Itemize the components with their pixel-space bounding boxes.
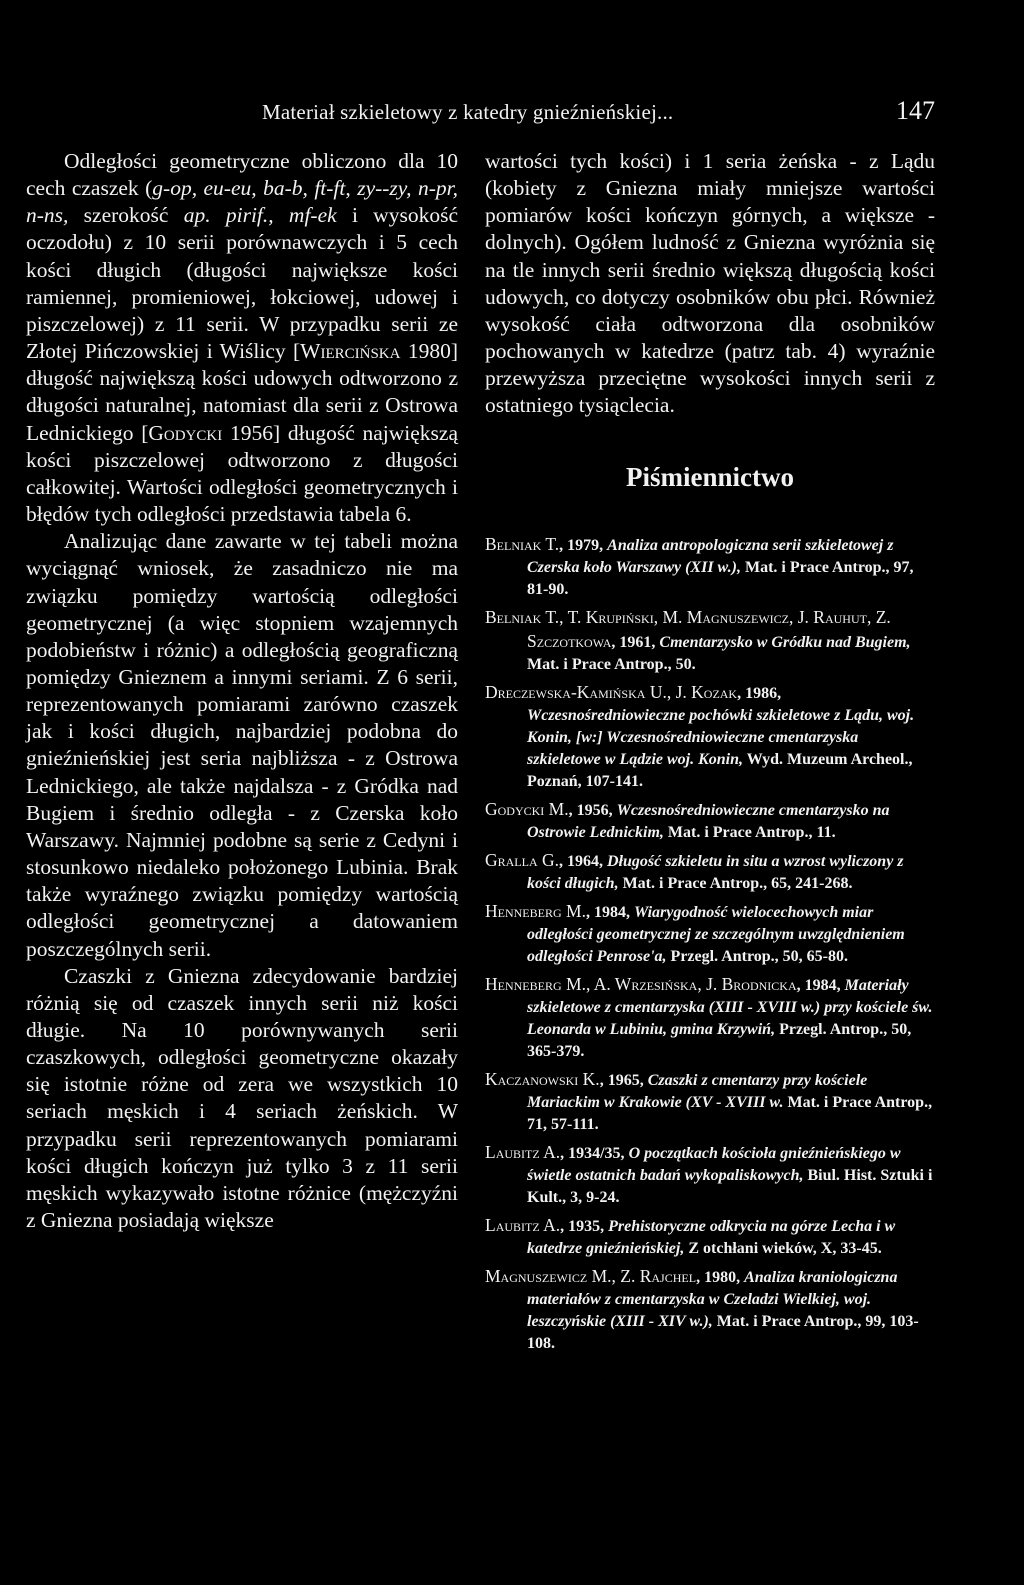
reference-rest: Mat. i Prace Antrop., 11. [663,823,836,841]
right-column [485,148,935,1360]
section-heading: Piśmiennictwo [626,461,794,492]
reference-year: , 1934/35, [560,1144,629,1162]
body-paragraph-continued: wartości tych kości) i 1 seria żeńska - z Lądu (kobiety z Gniezna miały mniejsze wartości pomiarów kości kończyn górnych, a większe - dolnych). Ogółem ludność z Gniezna wyróżnia się na tle innych serii średnio większą długością kości udowych, co dotyczy osobników obu płci. Również wysokość ciała odtworzona dla osobników pochowanych w katedrze (patrz tab. 4) wyraźnie przewyższa przeciętne wysokości innych serii z ostatniego tysiąclecia. [485,149,935,418]
reference-entry [485,1214,935,1260]
reference-title: Długość szkieletu in situ a wzrost wyliczony z kości długich, [527,852,904,892]
reference-entry [485,900,935,968]
reference-year: , 1980, [696,1268,745,1286]
reference-author: Dreczewska-Kamińska U., J. Kozak [485,681,738,702]
reference-rest: Mat. i Prace Antrop., 71, 57-111. [527,1093,933,1133]
reference-year: , 1961, [611,633,660,651]
reference-title: Materiały szkieletowe z cmentarzyska (XIII - XVIII w.) przy kościele św. Leonarda w Lubiniu, gmina Krzywiń, [527,976,933,1038]
reference-rest: Przegl. Antrop., 50, 65-80. [666,947,849,965]
reference-rest: Biul. Hist. Sztuki i Kult., 3, 9-24. [527,1166,933,1206]
reference-author: Henneberg M. [485,900,586,921]
page-number: 147 [896,96,935,125]
reference-title: Analiza kraniologiczna materiałów z cmentarzyska w Czeladzi Wielkiej, woj. leszczyńskie (XIII - XIV w.), [527,1268,898,1330]
reference-year: , 1986, [737,684,782,702]
reference-year: , 1984, [796,976,845,994]
reference-rest: Mat. i Prace Antrop., 50. [527,655,696,673]
reference-rest: Mat. i Prace Antrop., 65, 241-268. [618,874,853,892]
reference-entry [485,849,935,895]
reference-year: , 1964, [559,852,608,870]
reference-entry [485,798,935,844]
reference-author: Godycki M. [485,798,569,819]
reference-entry [485,1068,935,1136]
reference-author: Gralla G. [485,849,560,870]
reference-entry [485,681,935,793]
reference-year: , 1935, [560,1217,609,1235]
reference-author: Belniak T. [485,533,560,554]
left-column [26,148,458,1234]
reference-title: Analiza antropologiczna serii szkieletowej z Czerska koło Warszawy (XII w.), [527,536,894,576]
reference-title: Cmentarzysko w Gródku nad Bugiem, [659,633,911,651]
reference-entry [485,973,935,1063]
reference-title: Wczesnośredniowieczne cmentarzysko na Ostrowie Lednickim, [527,801,890,841]
reference-title: Czaszki z cmentarzy przy kościele Mariackim w Krakowie (XV - XVIII w. [527,1071,868,1111]
reference-author: Laubitz A. [485,1214,561,1235]
reference-title: Wczesnośredniowieczne pochówki szkieletowe z Lądu, woj. Konin, [w:] Wczesnośredniowieczne cmentarzyska szkieletowe w Lądzie woj. Konin, [527,706,915,768]
reference-rest: Przegl. Antrop., 50, 365-379. [527,1020,912,1060]
reference-rest: Mat. i Prace Antrop., 97, 81-90. [527,558,914,598]
body-paragraph-3: Czaszki z Gniezna zdecydowanie bardziej różnią się od czaszek innych serii niż kości długie. Na 10 porównywanych serii czaszkowych, odległości geometryczne okazały się istotnie różne od zera we wszystkich 10 seriach męskich i 4 seriach żeńskich. W przypadku serii reprezentowanych pomiarami kości długich kończyn już tylko 3 z 11 serii męskich wykazywało istotne różnice (mężczyźni z Gniezna posiadają większe [26,963,458,1233]
reference-rest: Mat. i Prace Antrop., 99, 103-108. [527,1312,919,1352]
reference-author: Kaczanowski K. [485,1068,600,1089]
reference-title: O początkach kościoła gnieźnieńskiego w świetle ostatnich badań wykopaliskowych, [527,1144,901,1184]
reference-year: , 1979, [559,536,608,554]
page-header [262,96,935,130]
body-paragraph-1: Odległości geometryczne obliczono dla 10 cech czaszek (g-op, eu-eu, ba-b, ft-ft, zy--zy, n-pr, n-ns, szerokość ap. pirif., mf-ek i wysokość oczodołu) z 10 serii porównawczych i 5 cech kości długich (długości największe kości ramiennej, promieniowej, łokciowej, udowej i piszczelowej) z 11 serii. W przypadku serii ze Złotej Pińczowskiej i Wiślicy [Wiercińska 1980] długość największą kości udowych odtworzono z długości naturalnej, natomiast dla serii z Ostrowa Lednickiego [Godycki 1956] długość największą kości piszczelowej odtworzono z długości całkowitej. Wartości odległości geometrycznych i błędów tych odległości przedstawia tabela 6. [26,149,458,527]
reference-author: Laubitz A. [485,1141,561,1162]
reference-entry [485,606,935,676]
reference-title: Prehistoryczne odkrycia na górze Lecha i w katedrze gnieźnieńskiej, [527,1217,896,1257]
reference-rest: Z otchłani wieków, X, 33-45. [684,1239,882,1257]
reference-author: Henneberg M., A. Wrzesińska, J. Brodnicka [485,973,797,994]
reference-author: Belniak T., T. Krupiński, M. Magnuszewicz, J. Rauhut, Z. Szczotkowa [485,606,891,651]
reference-year: , 1965, [599,1071,648,1089]
reference-list [485,533,935,1355]
reference-entry [485,533,935,601]
body-paragraph-2: Analizując dane zawarte w tej tabeli można wyciągnąć wniosek, że zasadniczo nie ma związku pomiędzy wartością odległości geometrycznej (a więc stopniem wzajemnych podobieństw i różnic) a odległością geograficzną pomiędzy Gnieznem a innymi seriami. Z 6 serii, reprezentowanych pomiarami zarówno czaszek jak i kości długich, najbardziej podobna do gnieźnieńskiej jest seria najbliższa - z Ostrowa Lednickiego, ale także najdalsza - z Gródka nad Bugiem i średnio odległa - z Czerska koło Warszawy. Najmniej podobne są serie z Cedyni i stosunkowo niedaleko położonego Lubinia. Brak także wyraźnego związku pomiędzy wartością odległości geometrycznej a datowaniem poszczególnych serii. [26,529,458,961]
reference-year: , 1984, [585,903,634,921]
reference-entry [485,1141,935,1209]
running-title: Materiał szkieletowy z katedry gnieźnieńskiej... [262,100,674,124]
reference-entry [485,1265,935,1355]
reference-author: Magnuszewicz M., Z. Rajchel [485,1265,697,1286]
reference-year: , 1956, [568,801,617,819]
reference-rest: Wyd. Muzeum Archeol., Poznań, 107-141. [527,750,913,790]
reference-title: Wiarygodność wielocechowych miar odległości geometrycznej ze szczególnym uwzględnieniem odległości Penrose'a, [527,903,905,965]
